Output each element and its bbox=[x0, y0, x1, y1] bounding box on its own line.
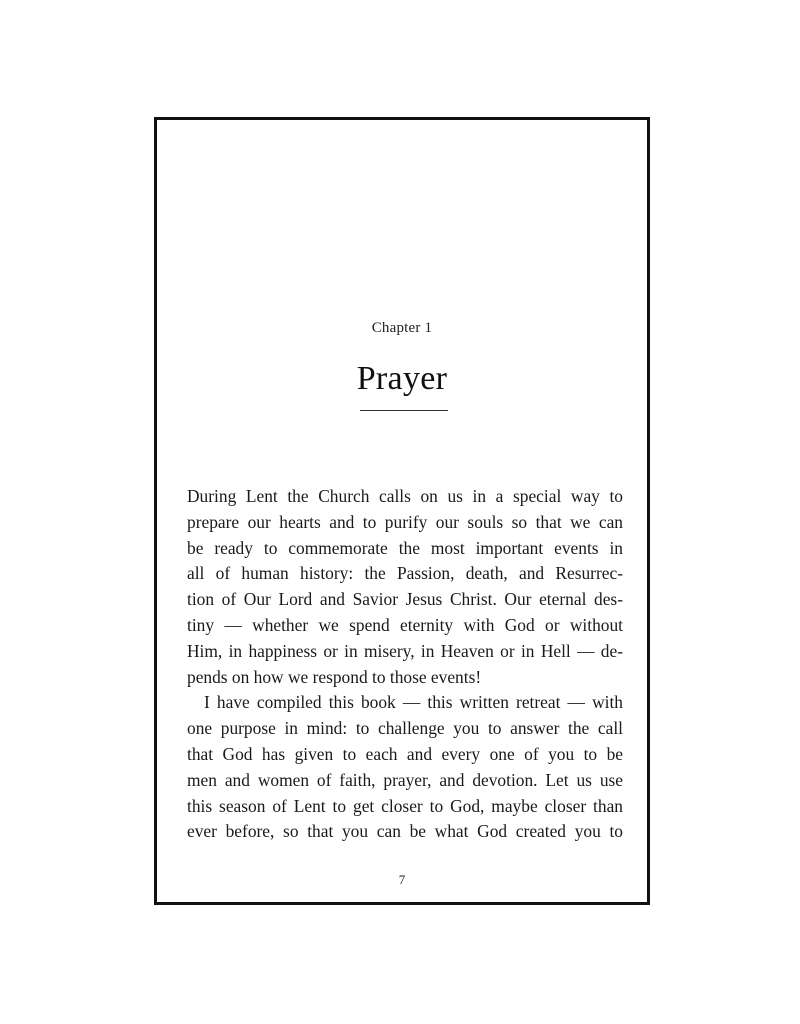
text-line: tiny — whether we spend eternity with God or without bbox=[187, 614, 623, 635]
page-number: 7 bbox=[398, 872, 406, 887]
text-line: tion of Our Lord and Savior Jesus Christ. Our eternal des- bbox=[187, 589, 623, 610]
paragraph-1 bbox=[187, 484, 623, 690]
text-line: Him, in happiness or in misery, in Heaven or in Hell — de- bbox=[187, 640, 623, 661]
paragraph-2 bbox=[187, 690, 623, 845]
text-line: this season of Lent to get closer to God, maybe closer than bbox=[187, 795, 623, 816]
book-page bbox=[154, 117, 650, 905]
chapter-body-text bbox=[187, 484, 623, 845]
title-underline-rule bbox=[360, 410, 448, 411]
chapter-title: Prayer bbox=[356, 360, 448, 397]
text-line: be ready to commemorate the most important events in bbox=[187, 537, 623, 558]
chapter-label: Chapter 1 bbox=[371, 320, 433, 336]
text-line: all of human history: the Passion, death, and Resurrec- bbox=[187, 563, 623, 584]
text-line: one purpose in mind: to challenge you to answer the call bbox=[187, 718, 623, 739]
text-line: ever before, so that you can be what God created you to bbox=[187, 821, 623, 842]
text-line: pends on how we respond to those events! bbox=[187, 666, 482, 687]
text-line: men and women of faith, prayer, and devotion. Let us use bbox=[187, 769, 623, 790]
text-line: During Lent the Church calls on us in a special way to bbox=[187, 486, 623, 506]
text-line: I have compiled this book — this written retreat — with bbox=[204, 692, 623, 713]
text-line: that God has given to each and every one of you to be bbox=[187, 743, 623, 764]
text-line: prepare our hearts and to purify our souls so that we can bbox=[187, 511, 623, 532]
